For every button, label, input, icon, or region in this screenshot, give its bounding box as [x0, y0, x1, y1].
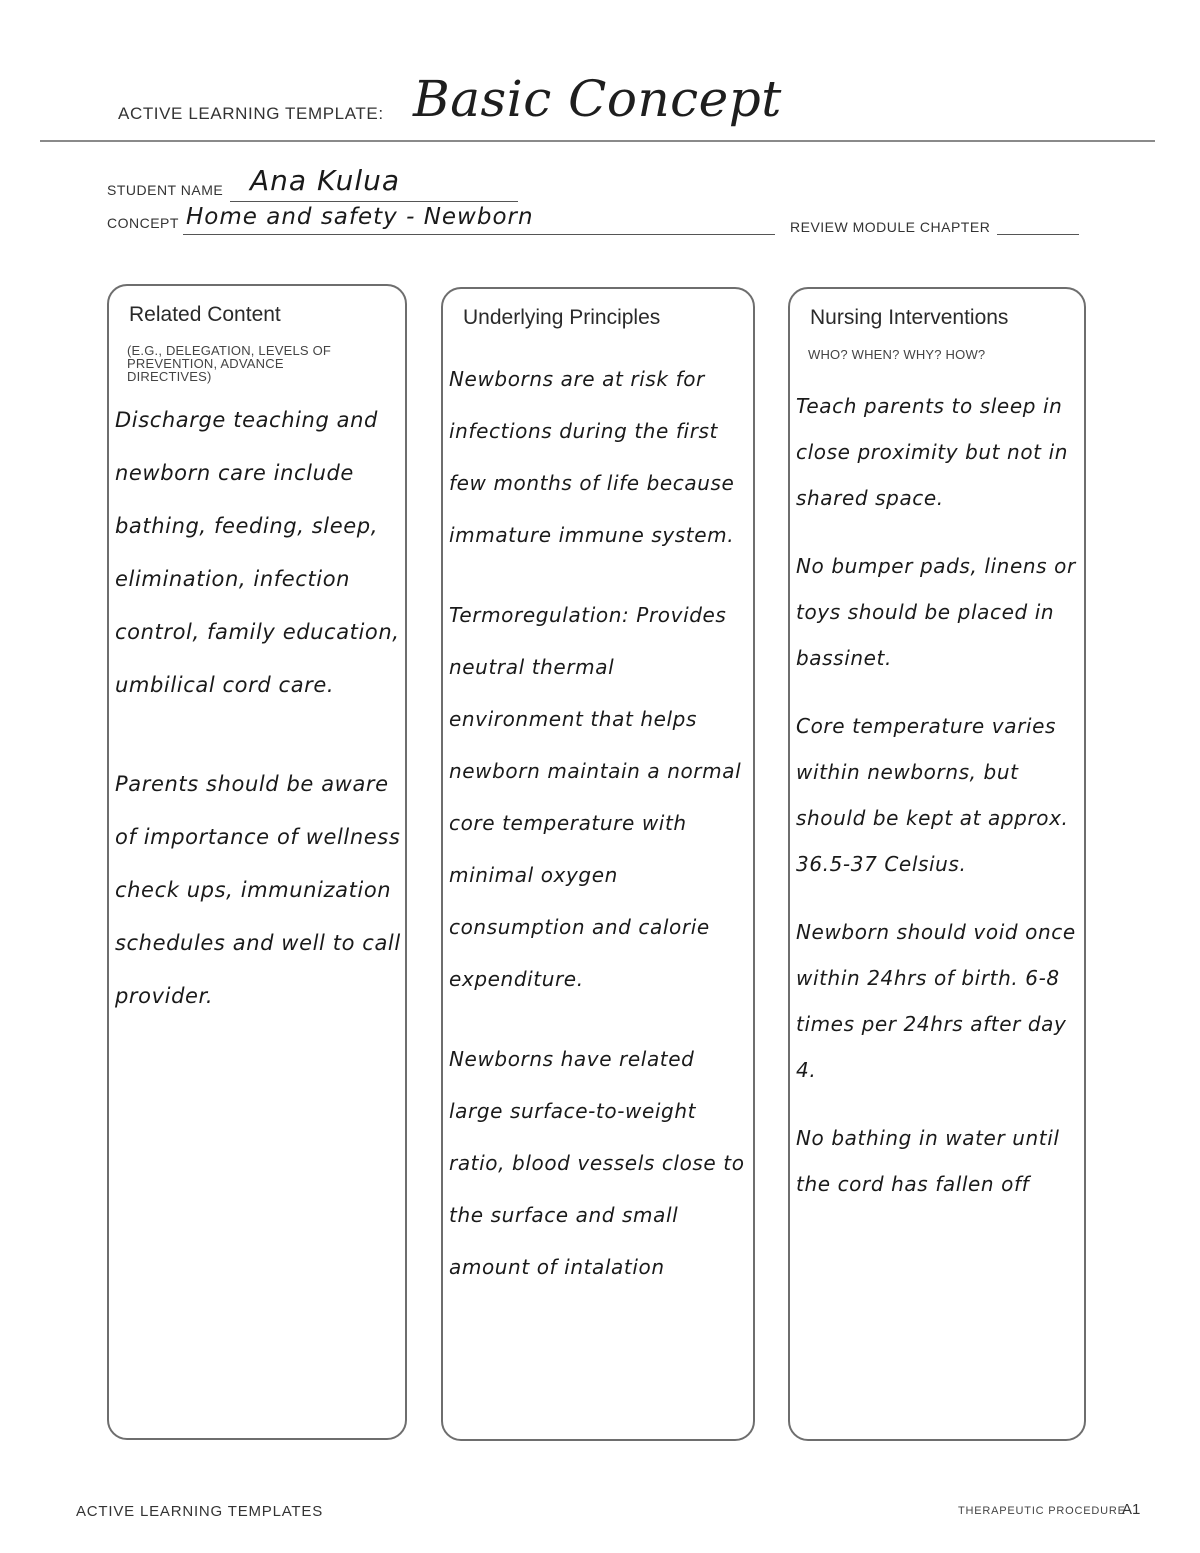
- nursing-interventions-paragraph: Newborn should void once within 24hrs of birth. 6-8 times per 24hrs after day 4.: [796, 920, 1076, 1082]
- underlying-principles-column: [441, 287, 755, 1441]
- student-name-line: [230, 201, 518, 202]
- related-content-title: Related Content: [129, 303, 281, 326]
- student-name-value: Ana Kulua: [250, 164, 400, 197]
- nursing-interventions-title: Nursing Interventions: [810, 306, 1009, 329]
- student-name-label: STUDENT NAME: [107, 182, 224, 198]
- page-number: A1: [1122, 1501, 1141, 1518]
- related-content-subtitle: (E.G., DELEGATION, LEVELS OF PREVENTION, ADVANCE DIRECTIVES): [127, 343, 332, 384]
- related-content-column: [107, 284, 407, 1440]
- concept-value: Home and safety - Newborn: [186, 204, 534, 230]
- review-module-chapter-line: [997, 234, 1079, 235]
- header-divider: [40, 140, 1155, 142]
- concept-line: [183, 234, 775, 235]
- related-content-body: [115, 394, 401, 1069]
- underlying-principles-title: Underlying Principles: [463, 306, 661, 329]
- underlying-principles-body: [449, 353, 749, 1321]
- nursing-interventions-subtitle: WHO? WHEN? WHY? HOW?: [808, 347, 986, 362]
- nursing-interventions-body: [796, 383, 1080, 1229]
- review-module-chapter-label: REVIEW MODULE CHAPTER: [790, 219, 991, 235]
- nursing-interventions-column: [788, 287, 1086, 1441]
- underlying-principles-paragraph: Newborns are at risk for infections during the first few months of life because immature immune system.: [449, 367, 735, 547]
- nursing-interventions-paragraph: No bathing in water until the cord has fallen off: [796, 1126, 1060, 1196]
- template-title: Basic Concept: [413, 70, 782, 128]
- nursing-interventions-paragraph: Core temperature varies within newborns, but should be kept at approx. 36.5-37 Celsius.: [796, 714, 1069, 876]
- template-label: ACTIVE LEARNING TEMPLATE:: [118, 104, 384, 123]
- nursing-interventions-paragraph: No bumper pads, linens or toys should be placed in bassinet.: [796, 554, 1076, 670]
- related-content-paragraph: Discharge teaching and newborn care include bathing, feeding, sleep, elimination, infection control, family education, umbilical cord care.: [115, 408, 400, 697]
- underlying-principles-paragraph: Termoregulation: Provides neutral thermal environment that helps newborn maintain a normal core temperature with minimal oxygen consumption and calorie expenditure.: [449, 603, 742, 991]
- footer-right-text: THERAPEUTIC PROCEDURE: [958, 1505, 1126, 1517]
- related-content-paragraph: Parents should be aware of importance of wellness check ups, immunization schedules and well to call provider.: [115, 772, 401, 1008]
- footer-left-text: ACTIVE LEARNING TEMPLATES: [76, 1503, 323, 1520]
- concept-label: CONCEPT: [107, 215, 179, 231]
- underlying-principles-paragraph: Newborns have related large surface-to-weight ratio, blood vessels close to the surface and small amount of intalation: [449, 1047, 745, 1279]
- nursing-interventions-paragraph: Teach parents to sleep in close proximity but not in shared space.: [796, 394, 1069, 510]
